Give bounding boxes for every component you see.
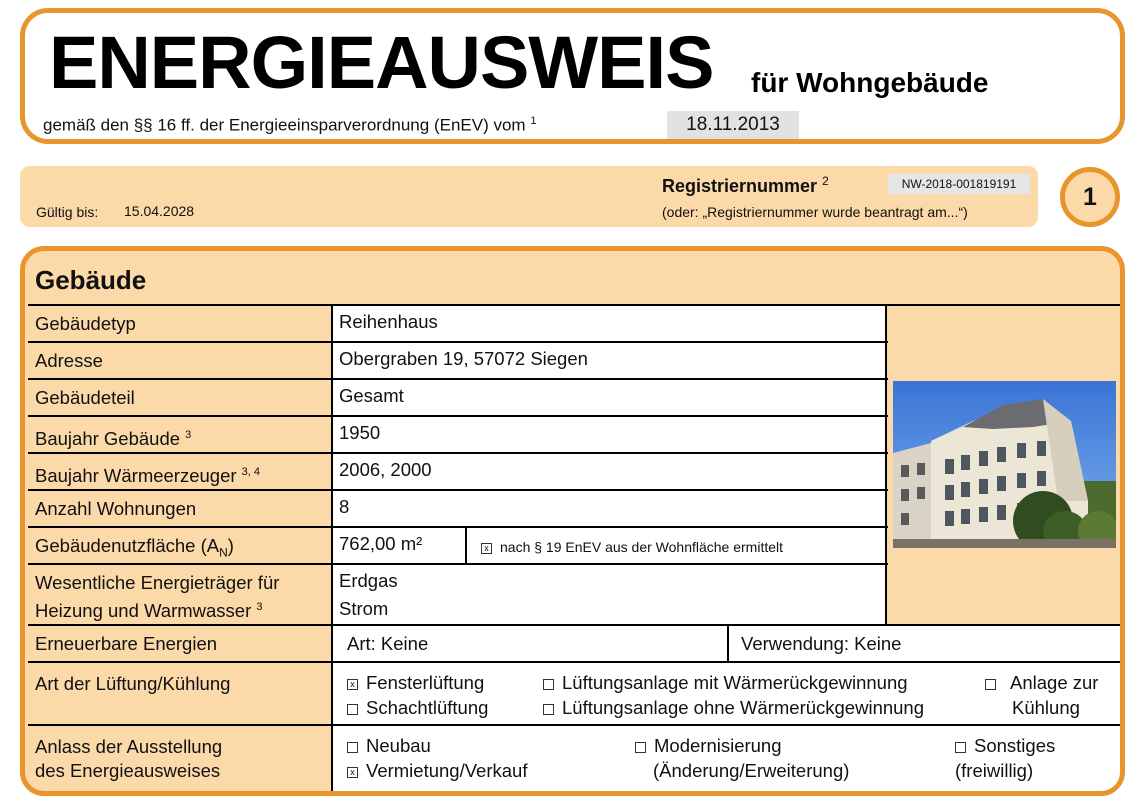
units-label: Anzahl Wohnungen [35,498,197,519]
energy-carrier-2: Strom [339,598,389,619]
column-divider [331,304,333,796]
cooling-option[interactable] [985,671,1098,695]
checkbox-empty-icon[interactable] [347,704,358,715]
footnote-marker: 2 [822,174,829,188]
vent-shaft-option[interactable] [347,696,488,720]
cooling-label-line1: Anlage zur [1010,672,1099,693]
issuance-reason-label-line1: Anlass der Ausstellung [35,736,223,757]
energy-carriers-label-line2 [35,595,279,623]
column-divider [727,624,729,663]
divider [28,341,888,343]
footnote-marker: 3, 4 [241,466,261,478]
section-title: Gebäude [35,265,147,295]
cooling-label-line2: Kühlung [1012,697,1080,718]
construction-year-label-text: Baujahr Gebäude [35,428,181,450]
footnote-marker: 3 [185,429,192,441]
vent-window-label: Fensterlüftung [366,672,485,693]
floor-area-method-text: nach § 19 EnEV aus der Wohnfläche ermittelt [500,539,784,555]
building-section [20,246,1125,796]
floor-area-label [35,534,234,565]
issuance-reason-label-line2: des Energieausweises [35,760,221,781]
header-box [20,8,1125,144]
reason-modern-label: Modernisierung [654,735,782,756]
heater-year-label-text: Baujahr Wärmeerzeuger [35,465,237,487]
footnote-marker: 3 [256,601,263,613]
divider [28,489,888,491]
registration-label [662,174,829,197]
divider [28,724,1125,726]
building-part-value: Gesamt [339,385,404,406]
construction-year-label [35,423,191,451]
building-type-label: Gebäudetyp [35,313,136,334]
checkbox-checked-icon[interactable]: x [347,767,358,778]
energy-carriers-label [35,571,279,623]
reason-other-label-line2: (freiwillig) [955,760,1034,781]
address-value: Obergraben 19, 57072 Siegen [339,348,588,369]
construction-year-value: 1950 [339,422,381,443]
divider [28,661,1125,663]
divider [28,526,888,528]
address-label: Adresse [35,350,103,371]
energy-carrier-1: Erdgas [339,570,398,591]
registration-number: NW-2018-001819191 [888,174,1030,194]
energy-carriers-label-line2-text: Heizung und Warmwasser [35,600,252,622]
reason-new-label: Neubau [366,735,431,756]
registration-label-text: Registriernummer [662,176,818,196]
floor-area-method [481,535,783,559]
legal-basis [43,115,536,136]
valid-until-value: 15.04.2028 [124,203,195,219]
reason-modern-label-line2: (Änderung/Erweiterung) [653,760,850,781]
divider [28,415,888,417]
checkbox-empty-icon[interactable] [955,742,966,753]
floor-area-value: 762,00 m² [339,533,423,554]
checkbox-checked-icon[interactable]: x [347,679,358,690]
reason-other-label: Sonstiges [974,735,1056,756]
reason-rent-label: Vermietung/Verkauf [366,760,528,781]
vent-with-recovery-label: Lüftungsanlage mit Wärmerückgewinnung [562,672,908,693]
units-value: 8 [339,496,350,517]
checkbox-checked-icon[interactable]: x [481,543,492,554]
valid-until-label: Gültig bis: [36,204,99,220]
vent-with-recovery-option[interactable] [543,671,908,695]
column-divider [465,526,467,565]
registration-note: (oder: „Registriernummer wurde beantragt am...“) [662,204,968,220]
divider [28,378,888,380]
vent-without-recovery-option[interactable] [543,696,924,720]
divider [28,452,888,454]
document-subtitle: für Wohngebäude [751,67,989,98]
vent-window-option[interactable] [347,671,484,695]
floor-area-label-end: ) [227,535,234,556]
divider [28,304,1125,306]
building-part-label: Gebäudeteil [35,387,135,408]
reason-new-option[interactable] [347,734,431,758]
vent-shaft-label: Schachtlüftung [366,697,489,718]
building-photo [893,381,1116,548]
registration-band [20,166,1038,227]
checkbox-empty-icon[interactable] [985,679,996,690]
floor-area-label-text: Gebäudenutzfläche (A [35,535,220,556]
column-divider [885,304,887,626]
heater-year-value: 2006, 2000 [339,459,432,480]
checkbox-empty-icon[interactable] [347,742,358,753]
heater-year-label [35,460,260,488]
building-type-value: Reihenhaus [339,311,438,332]
vent-without-recovery-label: Lüftungsanlage ohne Wärmerückgewinnung [562,697,925,718]
building-photo-illustration [893,381,1116,548]
document-title: ENERGIEAUSWEIS [49,21,714,104]
reason-rent-option[interactable] [347,759,527,783]
reason-other-option[interactable] [955,734,1055,758]
checkbox-empty-icon[interactable] [635,742,646,753]
ventilation-label: Art der Lüftung/Kühlung [35,673,231,694]
floor-area-subscript: N [219,545,228,560]
renewables-label: Erneuerbare Energien [35,633,218,654]
page-number-badge: 1 [1060,167,1120,227]
renewables-type: Art: Keine [347,633,429,654]
renewables-use: Verwendung: Keine [741,633,902,654]
reason-modern-option[interactable] [635,734,782,758]
energy-carriers-label-line1: Wesentliche Energieträger für [35,572,280,593]
divider [28,624,1125,626]
checkbox-empty-icon[interactable] [543,704,554,715]
checkbox-empty-icon[interactable] [543,679,554,690]
issuance-reason-label [35,735,222,783]
regulation-date: 18.11.2013 [667,111,799,139]
legal-text: gemäß den §§ 16 ff. der Energieeinsparverordnung (EnEV) vom [43,115,526,135]
footnote-marker: 1 [530,115,537,127]
